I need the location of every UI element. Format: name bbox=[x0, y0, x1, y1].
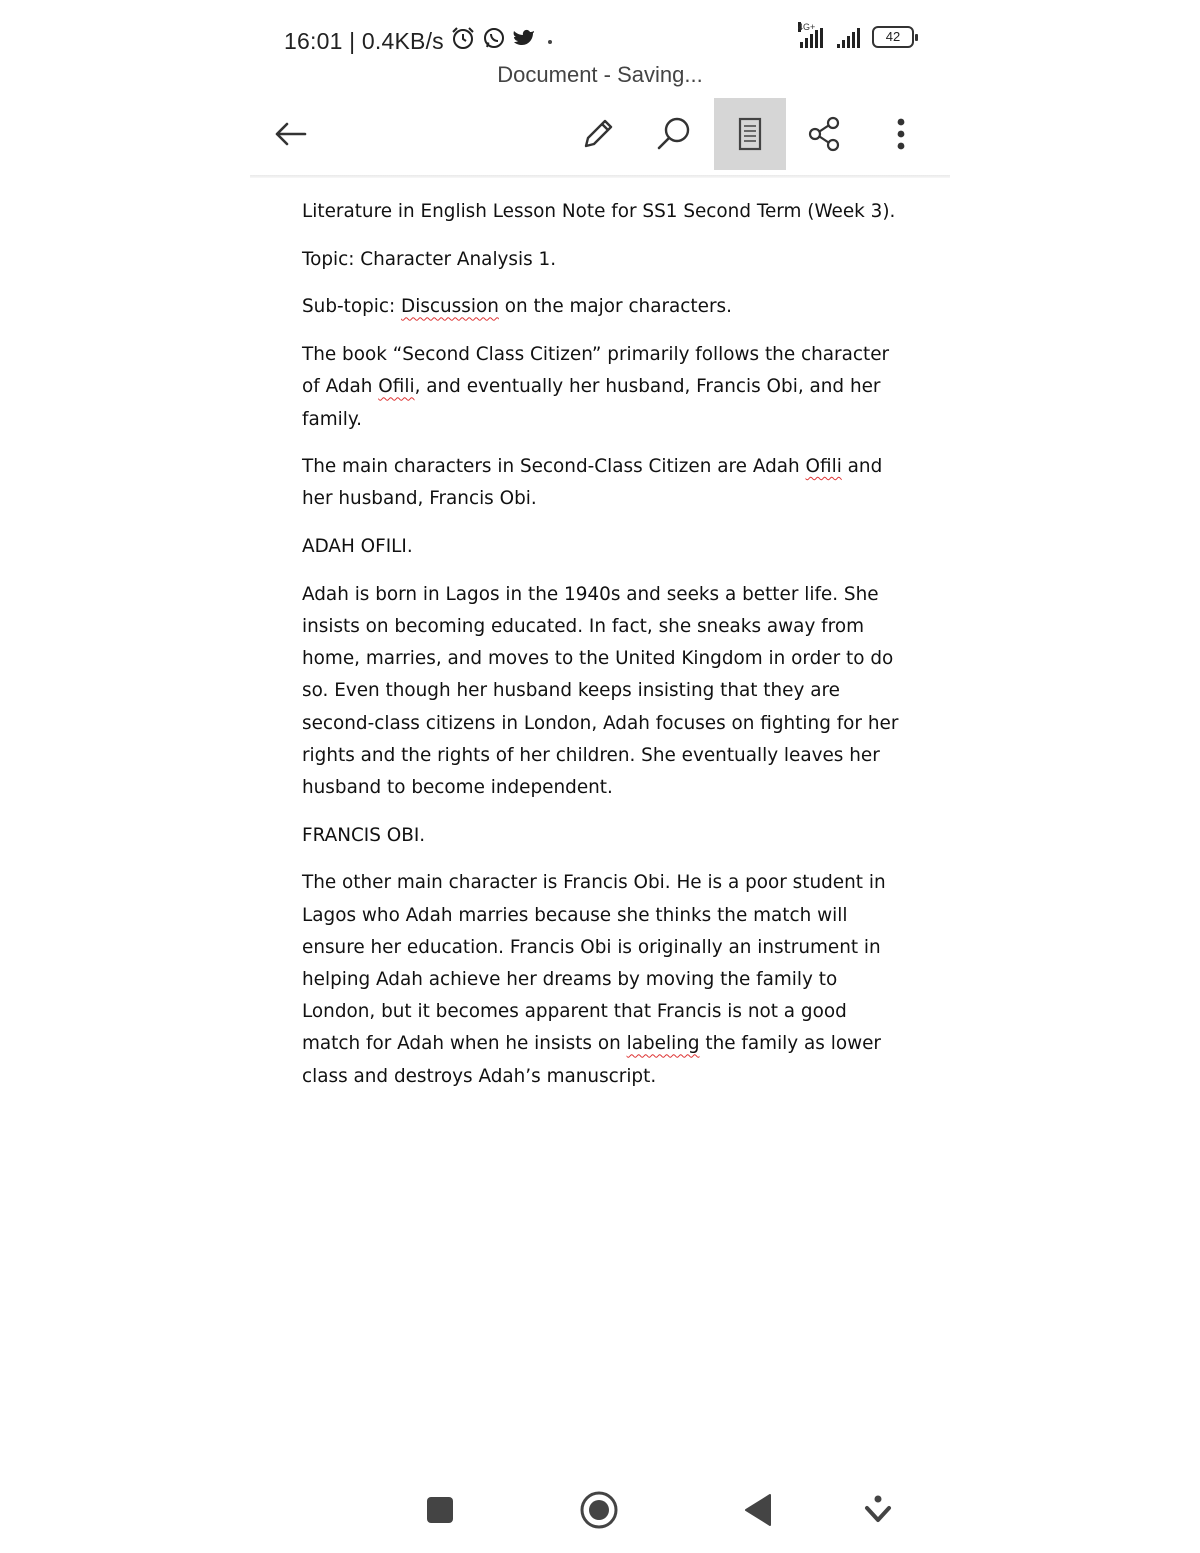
back-nav-button[interactable] bbox=[728, 1480, 788, 1540]
share-button[interactable] bbox=[789, 98, 861, 170]
text-run: and her husband, Francis Obi. bbox=[302, 456, 883, 510]
doc-section-heading: FRANCIS OBI. bbox=[302, 824, 426, 846]
recent-apps-icon bbox=[425, 1495, 455, 1525]
doc-topic: Topic: Character Analysis 1. bbox=[302, 248, 557, 270]
text-run: The other main character is Francis Obi. He is a poor student in Lagos who Adah marries because she thinks the match will ensure her education. Francis Obi is originally an instrument in helping Adah achieve her dreams by moving the family to London, but it becomes apparent that Francis is not a good match for Adah when he insists on bbox=[302, 872, 886, 1055]
signal-icon bbox=[837, 28, 860, 48]
document-body[interactable] bbox=[302, 196, 902, 1108]
recent-apps-button[interactable] bbox=[410, 1480, 470, 1540]
more-options-icon bbox=[891, 114, 911, 154]
battery-level: 42 bbox=[885, 29, 901, 44]
navigation-bar bbox=[250, 1480, 950, 1540]
status-bar bbox=[250, 18, 950, 58]
search-button[interactable] bbox=[638, 98, 710, 170]
share-icon bbox=[805, 114, 845, 154]
text-run: The book “Second Class Citizen” primarily follows the character of Adah bbox=[302, 344, 890, 398]
status-time-speed: 16:01 | 0.4KB/s bbox=[284, 27, 444, 54]
reading-view-button[interactable] bbox=[714, 98, 786, 170]
toolbar-divider bbox=[250, 175, 950, 178]
text-run: , and eventually her husband, Francis Obi, and her family. bbox=[302, 376, 881, 430]
accessibility-icon bbox=[863, 1493, 893, 1527]
twitter-icon bbox=[512, 27, 536, 55]
text-run: on the major characters. bbox=[498, 296, 732, 318]
doc-subtopic bbox=[302, 291, 902, 323]
search-icon bbox=[654, 114, 694, 154]
dot-icon bbox=[542, 28, 558, 55]
reading-view-icon bbox=[732, 114, 768, 154]
back-arrow-icon bbox=[271, 114, 311, 154]
signal-icon bbox=[798, 22, 823, 48]
back-icon bbox=[743, 1493, 773, 1527]
doc-paragraph bbox=[302, 451, 902, 515]
home-icon bbox=[579, 1490, 619, 1530]
text-run: The main characters in Second-Class Citizen are Adah bbox=[302, 456, 806, 478]
edit-pencil-icon bbox=[578, 114, 618, 154]
edit-button[interactable] bbox=[562, 98, 634, 170]
toolbar bbox=[250, 98, 950, 172]
doc-paragraph bbox=[302, 339, 902, 436]
back-button[interactable] bbox=[255, 98, 327, 170]
doc-section-heading: ADAH OFILI. bbox=[302, 536, 413, 558]
text-run: the family as lower class and destroys Adah’s manuscript. bbox=[302, 1033, 881, 1087]
more-options-button[interactable] bbox=[865, 98, 937, 170]
status-left bbox=[284, 25, 558, 57]
whatsapp-icon bbox=[482, 26, 506, 56]
accessibility-button[interactable] bbox=[848, 1480, 908, 1540]
home-button[interactable] bbox=[569, 1480, 629, 1540]
battery-icon bbox=[872, 26, 914, 48]
spellcheck-word: labeling bbox=[626, 1033, 700, 1055]
doc-paragraph bbox=[302, 867, 902, 1092]
doc-heading: Literature in English Lesson Note for SS1 Second Term (Week 3). bbox=[302, 201, 896, 222]
text-run: Sub-topic: bbox=[302, 296, 402, 318]
document-title: Document - Saving... bbox=[497, 62, 703, 87]
spellcheck-word: Discussion bbox=[401, 296, 499, 318]
network-type: 4G+ bbox=[798, 22, 816, 32]
status-right bbox=[798, 22, 914, 48]
alarm-icon bbox=[450, 25, 476, 57]
doc-paragraph: Adah is born in Lagos in the 1940s and seeks a better life. She insists on becoming educated. In fact, she sneaks away from home, marries, and moves to the United Kingdom in order to do so. Even though her husband keeps insisting that they are second-class citizens in London, Adah focuses on fighting for her rights and the rights of her children. She eventually leaves her husband to become independent. bbox=[302, 583, 899, 799]
spellcheck-word: Ofili bbox=[805, 456, 842, 478]
spellcheck-word: Ofili bbox=[378, 376, 415, 398]
